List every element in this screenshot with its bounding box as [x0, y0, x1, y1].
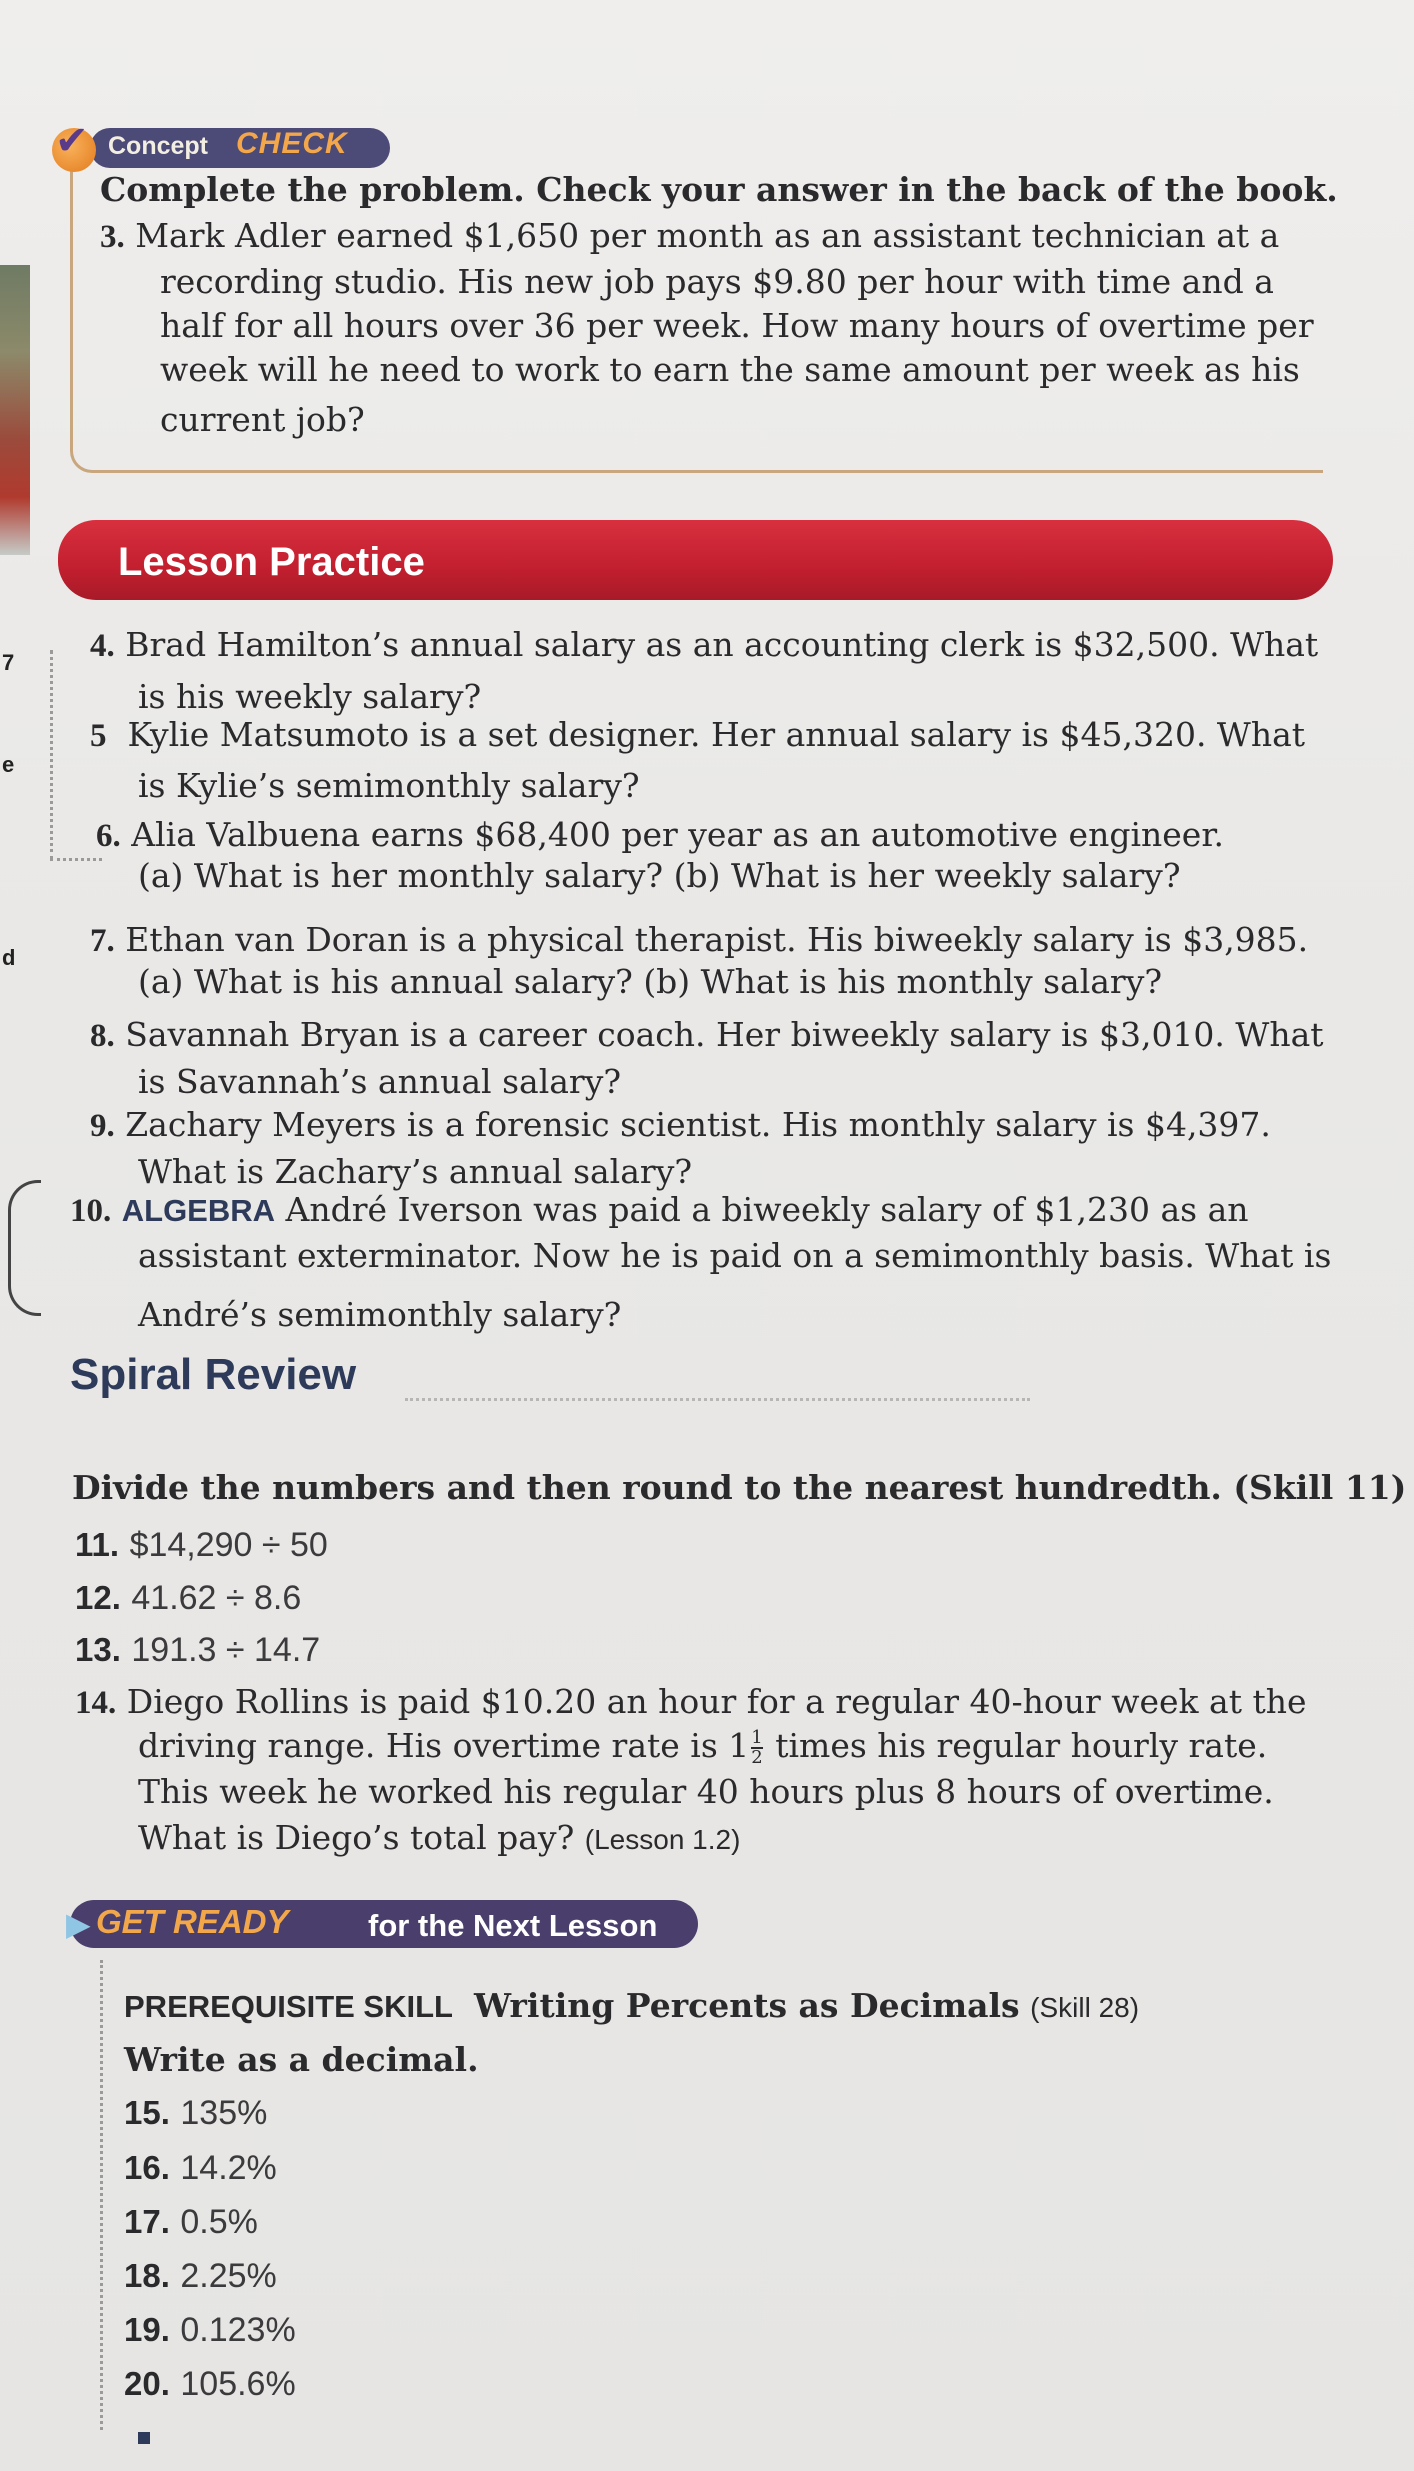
problem-5: 5 Kylie Matsumoto is a set designer. Her annual salary is $45,320. What	[90, 715, 1306, 754]
problem-9-line: What is Zachary’s annual salary?	[138, 1152, 693, 1191]
spiral-review-rule	[405, 1398, 1030, 1401]
problem-4: 4. Brad Hamilton’s annual salary as an accounting clerk is $32,500. What	[90, 625, 1319, 664]
arrow-right-icon: ▶	[66, 1905, 91, 1943]
check-label: CHECK	[236, 127, 348, 160]
dotted-bracket	[50, 858, 102, 861]
problem-6-line: (a) What is her monthly salary? (b) What is her weekly salary?	[138, 856, 1181, 895]
lesson-practice-title: Lesson Practice	[118, 540, 425, 584]
bullet-square-icon	[138, 2432, 150, 2444]
spiral-review-title: Spiral Review	[70, 1350, 357, 1399]
spiral-item-11: 11. $14,290 ÷ 50	[75, 1526, 328, 1564]
spiral-item-13: 13. 191.3 ÷ 14.7	[75, 1631, 321, 1669]
edge-photo-fragment	[0, 265, 30, 555]
get-ready-rest: for the Next Lesson	[368, 1908, 658, 1943]
problem-10: 10. ALGEBRA André Iverson was paid a biweekly salary of $1,230 as an	[70, 1190, 1249, 1229]
get-ready-instruction: Write as a decimal.	[124, 2040, 479, 2079]
problem-10-line: André’s semimonthly salary?	[138, 1295, 622, 1334]
get-ready-item: 19. 0.123%	[124, 2311, 296, 2349]
problem-3-line: week will he need to work to earn the same amount per week as his	[160, 350, 1300, 389]
dotted-bracket	[100, 1960, 109, 2430]
edge-letter: d	[2, 945, 16, 970]
problem-3-line: 3. Mark Adler earned $1,650 per month as an assistant technician at a	[100, 216, 1280, 255]
problem-3-line: half for all hours over 36 per week. How many hours of overtime per	[160, 306, 1314, 345]
get-ready-item: 16. 14.2%	[124, 2149, 277, 2187]
brace-mark	[8, 1180, 41, 1316]
problem-3-line: recording studio. His new job pays $9.80 per hour with time and a	[160, 262, 1274, 301]
get-ready-item: 17. 0.5%	[124, 2203, 258, 2241]
get-ready-item: 20. 105.6%	[124, 2365, 296, 2403]
fraction-one-half: $\frac{1}{2}$	[751, 1727, 763, 1768]
problem-3-line: current job?	[160, 400, 365, 439]
problem-9: 9. Zachary Meyers is a forensic scientist. His monthly salary is $4,397.	[90, 1105, 1271, 1144]
edge-letter: e	[2, 752, 15, 777]
problem-14-line: This week he worked his regular 40 hours plus 8 hours of overtime.	[138, 1772, 1274, 1811]
problem-8-line: is Savannah’s annual salary?	[138, 1062, 622, 1101]
checkmark-icon: ✔	[55, 118, 89, 164]
dotted-bracket	[50, 650, 61, 860]
edge-letter: 7	[2, 650, 15, 675]
spiral-instruction: Divide the numbers and then round to the nearest hundredth. (Skill 11)	[72, 1468, 1407, 1507]
spiral-item-12: 12. 41.62 ÷ 8.6	[75, 1579, 302, 1617]
get-ready-label: GET READY	[96, 1903, 289, 1940]
problem-8: 8. Savannah Bryan is a career coach. Her biweekly salary is $3,010. What	[90, 1015, 1324, 1054]
concept-label: Concept	[108, 132, 208, 160]
algebra-tag: ALGEBRA	[121, 1193, 276, 1228]
concept-instruction: Complete the problem. Check your answer in the back of the book.	[100, 170, 1338, 209]
problem-6: 6. Alia Valbuena earns $68,400 per year as an automotive engineer.	[96, 815, 1224, 854]
problem-7: 7. Ethan van Doran is a physical therapist. His biweekly salary is $3,985.	[90, 920, 1309, 959]
problem-7-line: (a) What is his annual salary? (b) What is his monthly salary?	[138, 962, 1163, 1001]
problem-5-line: is Kylie’s semimonthly salary?	[138, 766, 640, 805]
problem-14: 14. Diego Rollins is paid $10.20 an hour for a regular 40-hour week at the	[75, 1682, 1307, 1721]
get-ready-item: 15. 135%	[124, 2094, 268, 2132]
get-ready-item: 18. 2.25%	[124, 2257, 277, 2295]
problem-4-line: is his weekly salary?	[138, 677, 482, 716]
prerequisite-skill: PREREQUISITE SKILL Writing Percents as Decimals (Skill 28)	[124, 1986, 1140, 2025]
problem-10-line: assistant exterminator. Now he is paid on a semimonthly basis. What is	[138, 1236, 1332, 1275]
problem-14-line: driving range. His overtime rate is 1 $\frac{1}{2}$ times his regular hourly rate.	[138, 1726, 1268, 1768]
problem-14-line: What is Diego’s total pay? (Lesson 1.2)	[138, 1818, 741, 1857]
